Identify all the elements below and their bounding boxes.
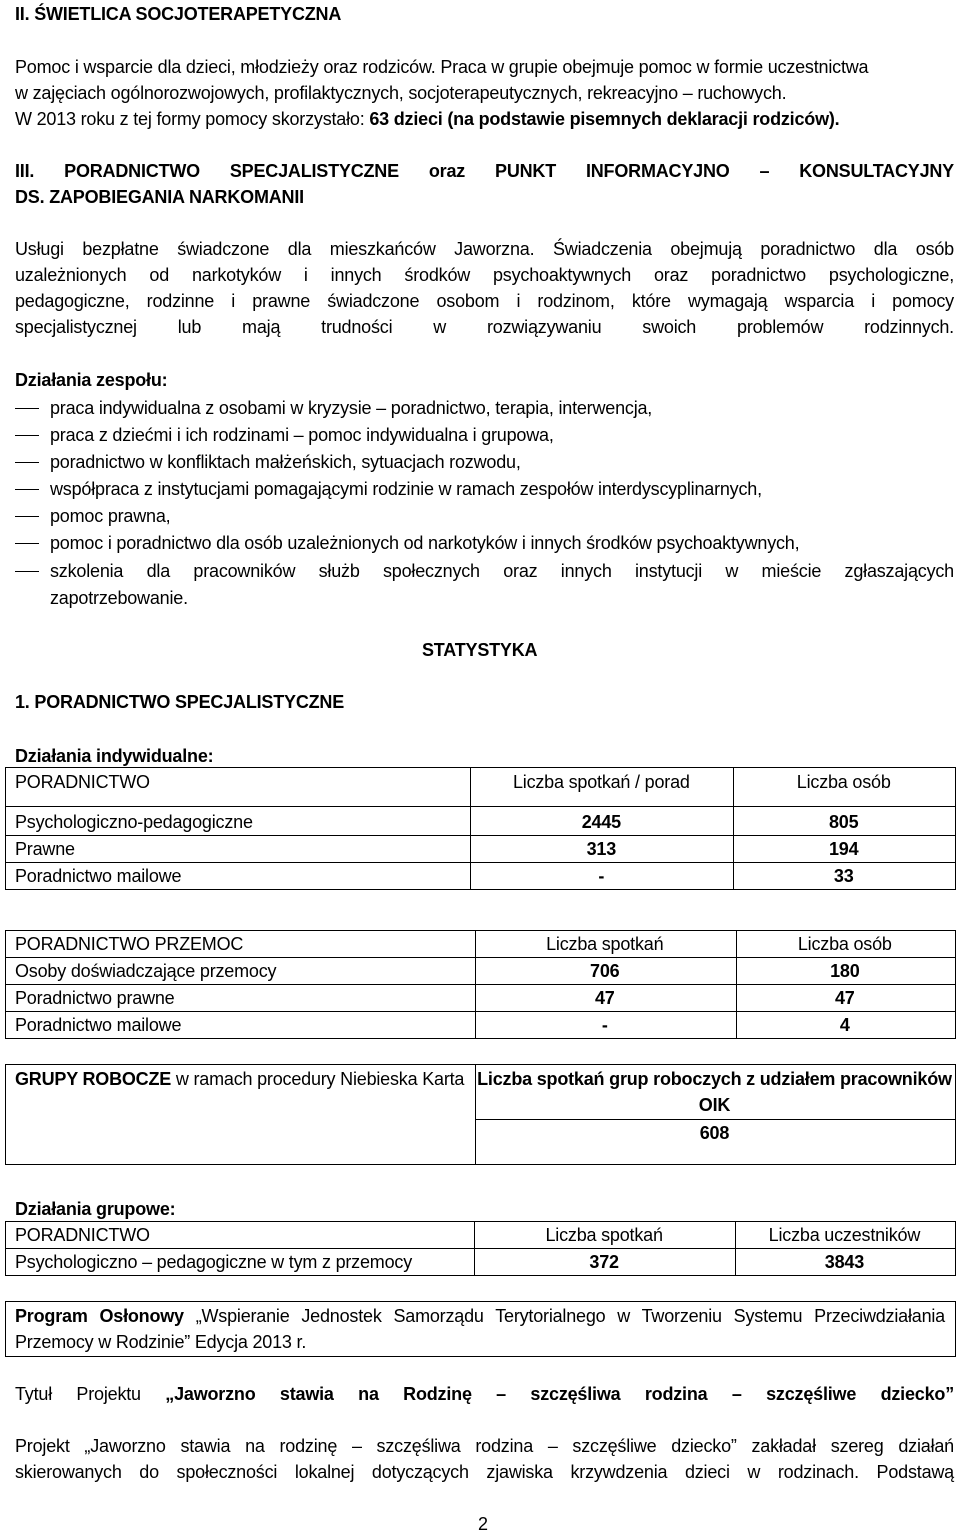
table-header-cell: PORADNICTWO — [15, 772, 150, 792]
group-actions-heading: Działania grupowe: — [15, 1199, 176, 1219]
list-item-continuation: zapotrzebowanie. — [50, 588, 188, 608]
project-description-line-1: Projekt „Jaworzno stawia na rodzinę – szczęśliwa rodzina – szczęśliwe dziecko” zakładał szereg działań — [15, 1436, 954, 1456]
table-header-cell: PORADNICTWO PRZEMOC — [6, 931, 476, 958]
table-row — [6, 836, 956, 863]
section-3-paragraph-line-1: Usługi bezpłatne świadczone dla mieszkańców Jaworzna. Świadczenia obejmują poradnictwo dla osób — [15, 239, 954, 259]
section-2-heading: II. ŚWIETLICA SOCJOTERAPETYCZNA — [15, 4, 342, 24]
table-row — [6, 958, 956, 985]
table-header-cell: Liczba osób — [736, 931, 955, 958]
table-cell: Poradnictwo prawne — [6, 985, 476, 1012]
working-groups-value-cell: 608 — [475, 1119, 955, 1164]
dash-bullet-icon — [15, 476, 39, 502]
violence-counselling-table — [5, 930, 956, 1039]
table-header-row — [6, 1222, 956, 1249]
table-cell: Poradnictwo mailowe — [6, 863, 471, 890]
table-cell: Poradnictwo mailowe — [6, 1012, 476, 1039]
section-3-heading-line-2: DS. ZAPOBIEGANIA NARKOMANII — [15, 187, 304, 207]
table-cell: 805 — [734, 807, 956, 836]
table-header-cell: Liczba spotkań — [475, 931, 736, 958]
table-cell: 194 — [734, 836, 956, 863]
table-cell: 180 — [736, 958, 955, 985]
table-cell: Prawne — [6, 836, 471, 863]
page-number: 2 — [478, 1514, 488, 1534]
section-2-line-3 — [15, 106, 839, 132]
table-cell: 706 — [475, 958, 736, 985]
table-row — [6, 1012, 956, 1039]
section-2-line-2: w zajęciach ogólnorozwojowych, profilaktycznych, socjoterapeutycznych, rekreacyjno – ruchowych. — [15, 83, 787, 103]
table-cell: 372 — [475, 1249, 735, 1276]
table-cell: 33 — [734, 863, 956, 890]
table-row — [6, 985, 956, 1012]
dash-bullet-icon — [15, 503, 39, 529]
specialist-counselling-subheading: 1. PORADNICTWO SPECJALISTYCZNE — [15, 692, 345, 712]
list-item: szkolenia dla pracowników służb społecznych oraz innych instytucji w mieście zgłaszających — [15, 558, 954, 584]
program-box — [5, 1301, 956, 1357]
table-cell: 47 — [475, 985, 736, 1012]
list-item: współpraca z instytucjami pomagającymi rodzinie w ramach zespołów interdyscyplinarnych, — [15, 476, 954, 502]
table-cell: 3843 — [735, 1249, 955, 1276]
program-title-text: „Wspieranie Jednostek Samorządu Terytorialnego w Tworzeniu Systemu Przeciwdziałania — [183, 1306, 945, 1326]
project-title-label: Tytuł Projektu — [15, 1384, 166, 1404]
dash-bullet-icon — [15, 558, 39, 584]
working-groups-label-cell — [6, 1065, 476, 1165]
list-item: pomoc prawna, — [15, 503, 954, 529]
dash-bullet-icon — [15, 530, 39, 556]
table-row — [6, 1249, 956, 1276]
project-title-value: „Jaworzno stawia na Rodzinę – szczęśliwa rodzina – szczęśliwe dziecko” — [165, 1384, 954, 1404]
table-cell: Psychologiczno – pedagogiczne w tym z przemocy — [6, 1249, 475, 1276]
working-groups-table — [5, 1064, 956, 1165]
list-item: pomoc i poradnictwo dla osób uzależnionych od narkotyków i innych środków psychoaktywnych, — [15, 530, 954, 556]
table-cell: 313 — [471, 836, 734, 863]
table-cell: Psychologiczno-pedagogiczne — [6, 807, 471, 836]
dash-bullet-icon — [15, 422, 39, 448]
section-2-line-1: Pomoc i wsparcie dla dzieci, młodzieży oraz rodziców. Praca w grupie obejmuje pomoc w formie uczestnictwa — [15, 57, 869, 77]
working-groups-label-plain: w ramach procedury Niebieska Karta — [171, 1069, 465, 1089]
table-row — [6, 863, 956, 890]
table-cell: - — [475, 1012, 736, 1039]
table-header-cell: Liczba uczestników — [735, 1222, 955, 1249]
project-description-line-2: skierowanych do społeczności lokalnej dotyczących zjawiska krzywdzenia dzieci w rodzinach. Podstawą — [15, 1462, 954, 1482]
project-title-line — [15, 1381, 954, 1407]
table-header-cell: Liczba osób — [796, 772, 891, 792]
working-groups-label-bold: GRUPY ROBOCZE — [15, 1069, 172, 1089]
section-3-paragraph-line-2: uzależnionych od narkotyków i innych środków psychoaktywnych oraz poradnictwo psychologiczne, — [15, 265, 954, 285]
table-header-row — [6, 931, 956, 958]
working-groups-header-cell: Liczba spotkań grup roboczych z udziałem pracowników OIK — [475, 1065, 955, 1120]
table-cell: Osoby doświadczające przemocy — [6, 958, 476, 985]
table-cell: 4 — [736, 1012, 955, 1039]
team-actions-list — [15, 395, 954, 615]
dash-bullet-icon — [15, 395, 39, 421]
table-header-cell: Liczba spotkań / porad — [512, 772, 690, 792]
program-line-2: Przemocy w Rodzinie” Edycja 2013 r. — [15, 1332, 307, 1352]
section-3-paragraph-line-3: pedagogiczne, rodzinne i prawne świadczone osobom i rodzinom, które wymagają wsparcia i pomocy — [15, 291, 954, 311]
section-2-line-3-bold: 63 dzieci (na podstawie pisemnych deklaracji rodziców). — [369, 109, 840, 129]
program-line-1 — [15, 1303, 945, 1329]
team-actions-heading: Działania zespołu: — [15, 370, 168, 390]
table-header-row — [6, 768, 956, 807]
list-item: poradnictwo w konfliktach małżeńskich, sytuacjach rozwodu, — [15, 449, 954, 475]
table-row — [6, 1065, 956, 1120]
dash-bullet-icon — [15, 449, 39, 475]
program-name-bold: Program Osłonowy — [15, 1306, 184, 1326]
group-counselling-table — [5, 1221, 956, 1276]
section-3-heading-line-1: III. PORADNICTWO SPECJALISTYCZNE oraz PUNKT INFORMACYJNO – KONSULTACYJNY — [15, 161, 954, 181]
individual-actions-heading: Działania indywidualne: — [15, 746, 214, 766]
table-header-cell: Liczba spotkań — [475, 1222, 735, 1249]
section-2-line-3-plain: W 2013 roku z tej formy pomocy skorzystało: — [15, 109, 370, 129]
list-item: praca indywidualna z osobami w kryzysie – poradnictwo, terapia, interwencja, — [15, 395, 954, 421]
section-3-paragraph-line-4: specjalistycznej lub mają trudności w rozwiązywaniu swoich problemów rodzinnych. — [15, 317, 954, 337]
table-cell: 2445 — [471, 807, 734, 836]
list-item: praca z dziećmi i ich rodzinami – pomoc indywidualna i grupowa, — [15, 422, 954, 448]
table-row — [6, 807, 956, 836]
table-header-cell: PORADNICTWO — [6, 1222, 475, 1249]
table-cell: - — [471, 863, 734, 890]
individual-counselling-table — [5, 767, 956, 890]
table-cell: 47 — [736, 985, 955, 1012]
statistics-title: STATYSTYKA — [422, 640, 538, 660]
